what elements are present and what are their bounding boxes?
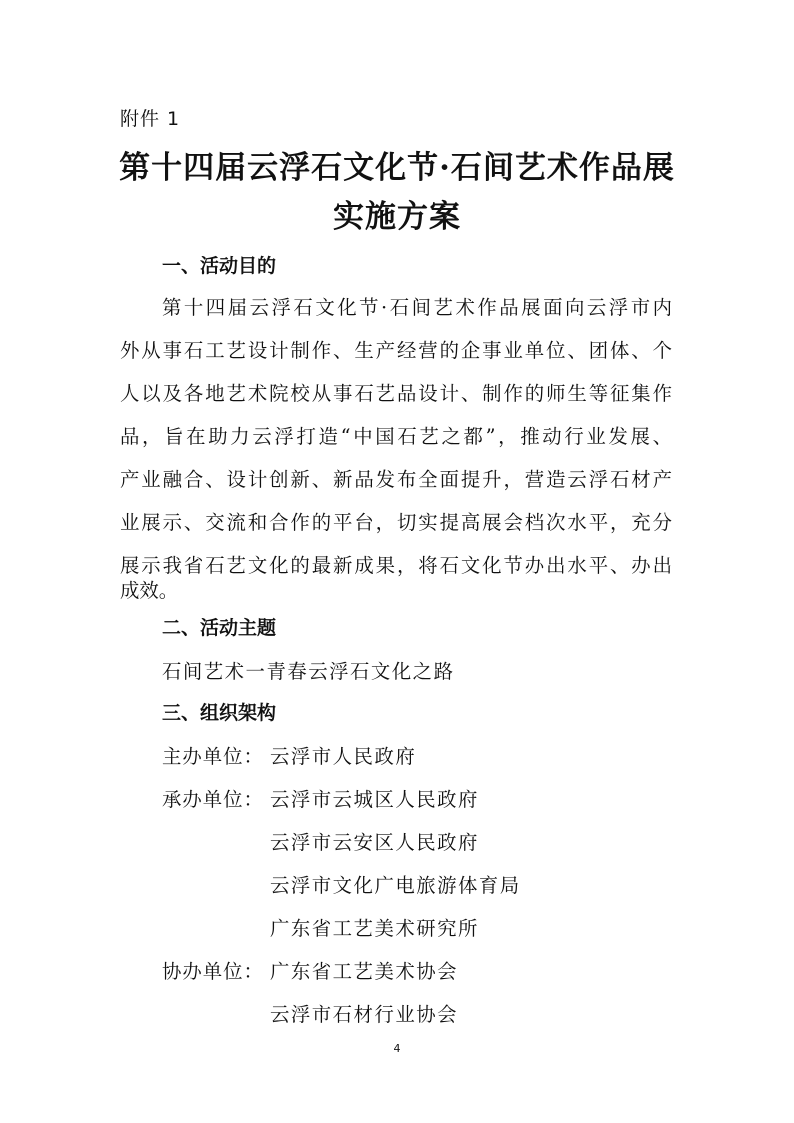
paragraph-line: 业展示、交流和合作的平台，切实提高展会档次水平，充分 bbox=[120, 511, 672, 534]
organizer-unit: 云浮市云安区人民政府 bbox=[270, 831, 479, 854]
paragraph-line: 成效。 bbox=[120, 579, 179, 602]
paragraph-line: 人以及各地艺术院校从事石艺品设计、制作的师生等征集作 bbox=[120, 382, 672, 405]
document-title-line-2: 实施方案 bbox=[333, 199, 461, 235]
host-unit: 云浮市人民政府 bbox=[270, 745, 417, 768]
co-organizer-unit: 云浮市石材行业协会 bbox=[270, 1003, 459, 1026]
paragraph-line: 第十四届云浮石文化节·石间艺术作品展面向云浮市内 bbox=[162, 296, 672, 319]
organizer-unit: 广东省工艺美术研究所 bbox=[270, 917, 479, 940]
section-heading-theme: 二、活动主题 bbox=[162, 617, 277, 639]
section-heading-purpose: 一、活动目的 bbox=[162, 255, 277, 277]
organizer-unit: 云浮市文化广电旅游体育局 bbox=[270, 874, 521, 897]
co-organizer-unit: 广东省工艺美术协会 bbox=[270, 960, 459, 983]
organizer-label: 承办单位： bbox=[162, 788, 264, 811]
attachment-label: 附件 1 bbox=[120, 108, 181, 130]
section-heading-organization: 三、组织架构 bbox=[162, 702, 277, 724]
paragraph-line: 展示我省石艺文化的最新成果，将石文化节办出水平、办出 bbox=[120, 554, 672, 577]
paragraph-line: 品，旨在助力云浮打造“中国石艺之都”，推动行业发展、 bbox=[120, 425, 672, 448]
activity-theme: 石间艺术一青春云浮石文化之路 bbox=[162, 660, 455, 683]
document-title-line-1: 第十四届云浮石文化节·石间艺术作品展 bbox=[119, 150, 675, 186]
organizer-unit: 云浮市云城区人民政府 bbox=[270, 788, 479, 811]
page-number: 4 bbox=[393, 1042, 401, 1055]
paragraph-line: 外从事石工艺设计制作、生产经营的企事业单位、团体、个 bbox=[120, 339, 672, 362]
host-label: 主办单位： bbox=[162, 745, 264, 768]
paragraph-line: 产业融合、设计创新、新品发布全面提升，营造云浮石材产 bbox=[120, 468, 672, 491]
co-organizer-label: 协办单位： bbox=[162, 960, 264, 983]
